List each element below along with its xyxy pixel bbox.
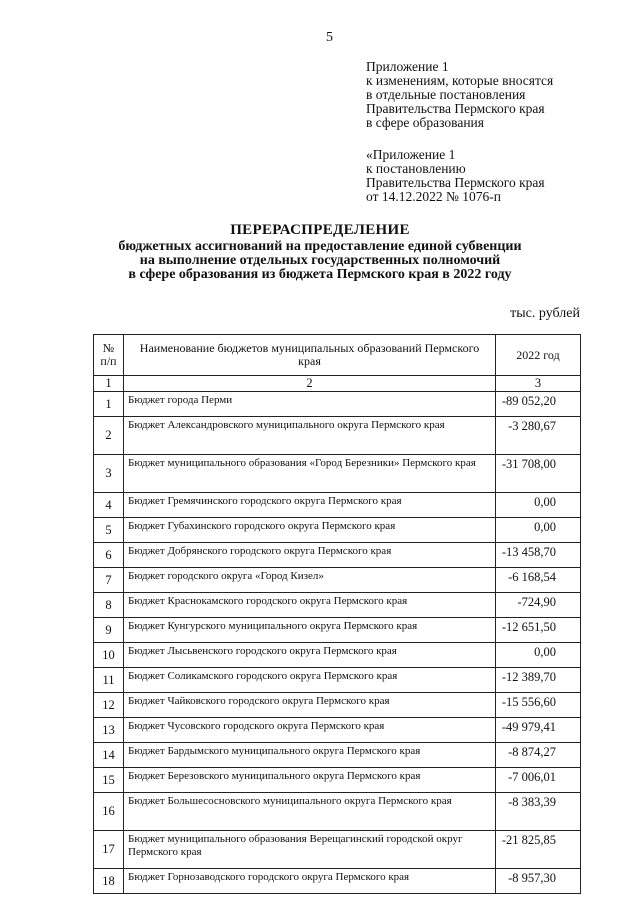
- row-budget-name: Бюджет Березовского муниципального округа Пермского края: [124, 768, 496, 793]
- document-title: ПЕРЕРАСПРЕДЕЛЕНИЕ: [230, 222, 410, 238]
- row-budget-name: Бюджет Чусовского городского округа Пермского края: [124, 718, 496, 743]
- table-row: [94, 643, 581, 668]
- table-row: [94, 417, 581, 455]
- row-number: 4: [94, 493, 124, 518]
- table-row: [94, 768, 581, 793]
- row-amount: -8 383,39: [496, 793, 581, 831]
- row-amount: -89 052,20: [496, 392, 581, 417]
- table-row: [94, 743, 581, 768]
- row-budget-name: Бюджет муниципального образования Верещагинский городской округ Пермского края: [124, 831, 496, 869]
- table-header-row: [94, 335, 581, 376]
- row-budget-name: Бюджет Кунгурского муниципального округа Пермского края: [124, 618, 496, 643]
- row-amount: 0,00: [496, 643, 581, 668]
- row-amount: 0,00: [496, 493, 581, 518]
- row-number: 17: [94, 831, 124, 869]
- table-row: [94, 693, 581, 718]
- row-amount: -13 458,70: [496, 543, 581, 568]
- row-number: 14: [94, 743, 124, 768]
- appendix-reference-resolution: [366, 148, 545, 204]
- column-index: 2: [124, 376, 496, 392]
- header-name: Наименование бюджетов муниципальных образований Пермского края: [124, 335, 496, 376]
- table-column-index-row: [94, 376, 581, 392]
- row-number: 18: [94, 869, 124, 894]
- appendix-line: Приложение 1: [366, 59, 449, 74]
- table-row: [94, 493, 581, 518]
- document-subtitle: [0, 240, 640, 282]
- row-number: 13: [94, 718, 124, 743]
- row-amount: -31 708,00: [496, 455, 581, 493]
- row-budget-name: Бюджет Добрянского городского округа Пермского края: [124, 543, 496, 568]
- row-budget-name: Бюджет Чайковского городского округа Пермского края: [124, 693, 496, 718]
- table-row: [94, 543, 581, 568]
- row-number: 5: [94, 518, 124, 543]
- table-row: [94, 793, 581, 831]
- row-number: 11: [94, 668, 124, 693]
- subtitle-line: в сфере образования из бюджета Пермского края в 2022 году: [128, 267, 512, 282]
- appendix-line: «Приложение 1: [366, 147, 456, 162]
- row-number: 2: [94, 417, 124, 455]
- row-amount: -8 957,30: [496, 869, 581, 894]
- page-number: 5: [326, 30, 333, 45]
- appendix-line: в сфере образования: [366, 115, 484, 130]
- row-budget-name: Бюджет Губахинского городского округа Пермского края: [124, 518, 496, 543]
- subtitle-line: на выполнение отдельных государственных полномочий: [139, 253, 501, 268]
- row-budget-name: Бюджет Александровского муниципального округа Пермского края: [124, 417, 496, 455]
- appendix-reference-amendments: [366, 60, 553, 130]
- row-budget-name: Бюджет города Перми: [124, 392, 496, 417]
- row-number: 16: [94, 793, 124, 831]
- row-budget-name: Бюджет городского округа «Город Кизел»: [124, 568, 496, 593]
- column-index: 1: [94, 376, 124, 392]
- row-amount: -21 825,85: [496, 831, 581, 869]
- row-amount: -7 006,01: [496, 768, 581, 793]
- table-row: [94, 718, 581, 743]
- row-number: 3: [94, 455, 124, 493]
- subtitle-line: бюджетных ассигнований на предоставление единой субвенции: [118, 239, 522, 254]
- row-number: 6: [94, 543, 124, 568]
- table-row: [94, 392, 581, 417]
- appendix-line: к изменениям, которые вносятся: [366, 73, 554, 88]
- row-amount: -3 280,67: [496, 417, 581, 455]
- row-amount: -8 874,27: [496, 743, 581, 768]
- row-amount: 0,00: [496, 518, 581, 543]
- row-number: 15: [94, 768, 124, 793]
- row-amount: -6 168,54: [496, 568, 581, 593]
- row-amount: -12 389,70: [496, 668, 581, 693]
- table-row: [94, 618, 581, 643]
- table-row: [94, 869, 581, 894]
- row-budget-name: Бюджет Горнозаводского городского округа Пермского края: [124, 869, 496, 894]
- row-number: 10: [94, 643, 124, 668]
- table-row: [94, 668, 581, 693]
- table-row: [94, 831, 581, 869]
- budget-table: [93, 334, 581, 894]
- header-number: № п/п: [94, 335, 124, 376]
- appendix-line: Правительства Пермского края: [366, 175, 545, 190]
- table-row: [94, 518, 581, 543]
- appendix-line: Правительства Пермского края: [366, 101, 545, 116]
- row-amount: -12 651,50: [496, 618, 581, 643]
- row-budget-name: Бюджет Краснокамского городского округа Пермского края: [124, 593, 496, 618]
- row-budget-name: Бюджет Бардымского муниципального округа Пермского края: [124, 743, 496, 768]
- table-row: [94, 568, 581, 593]
- appendix-line: в отдельные постановления: [366, 87, 526, 102]
- table-row: [94, 593, 581, 618]
- column-index: 3: [496, 376, 581, 392]
- row-budget-name: Бюджет Лысьвенского городского округа Пермского края: [124, 643, 496, 668]
- row-number: 12: [94, 693, 124, 718]
- row-amount: -724,90: [496, 593, 581, 618]
- row-budget-name: Бюджет муниципального образования «Город Березники» Пермского края: [124, 455, 496, 493]
- appendix-line: от 14.12.2022 № 1076-п: [366, 189, 501, 204]
- row-amount: -15 556,60: [496, 693, 581, 718]
- row-budget-name: Бюджет Большесосновского муниципального округа Пермского края: [124, 793, 496, 831]
- units-label: тыс. рублей: [510, 306, 580, 321]
- header-year: 2022 год: [496, 335, 581, 376]
- row-budget-name: Бюджет Соликамского городского округа Пермского края: [124, 668, 496, 693]
- row-number: 9: [94, 618, 124, 643]
- row-number: 8: [94, 593, 124, 618]
- row-amount: -49 979,41: [496, 718, 581, 743]
- table-row: [94, 455, 581, 493]
- appendix-line: к постановлению: [366, 161, 466, 176]
- row-number: 1: [94, 392, 124, 417]
- row-number: 7: [94, 568, 124, 593]
- row-budget-name: Бюджет Гремячинского городского округа Пермского края: [124, 493, 496, 518]
